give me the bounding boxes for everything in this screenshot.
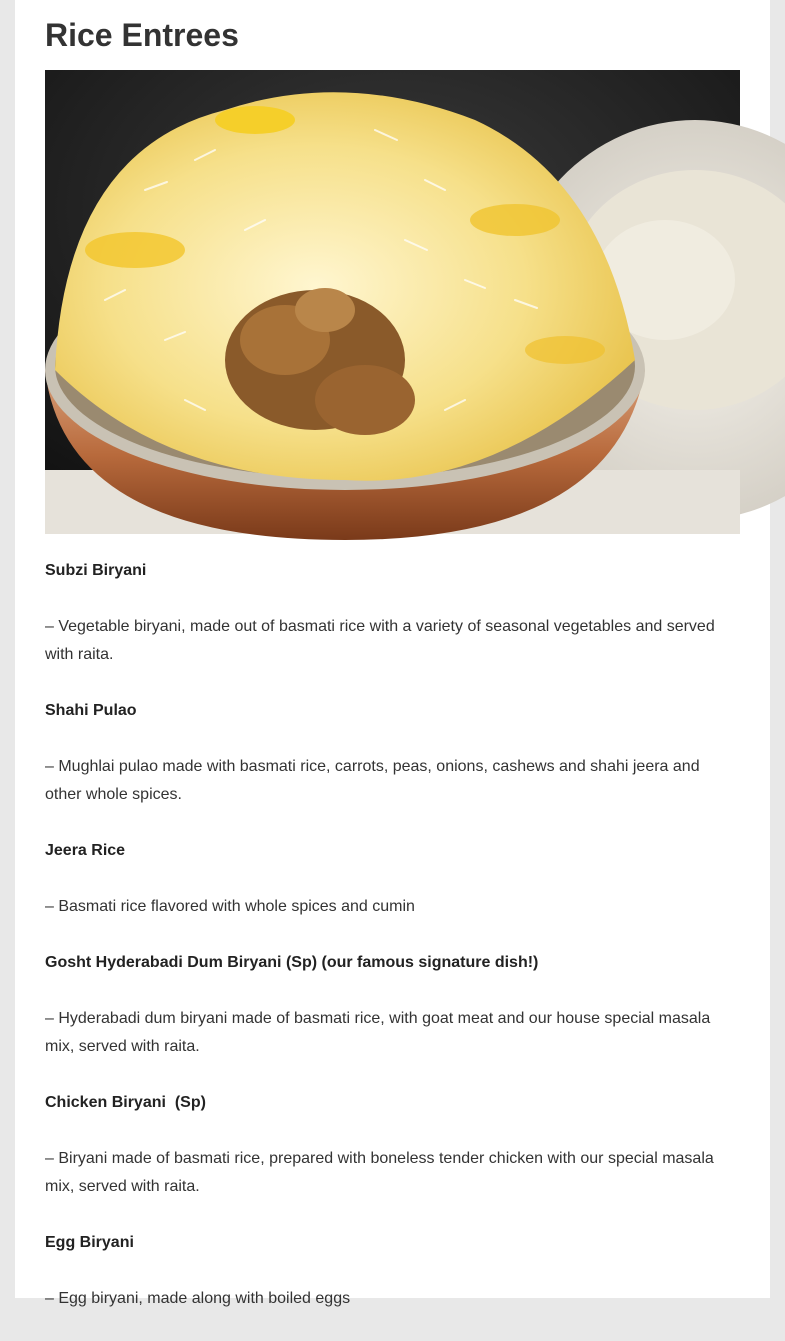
biryani-photo — [45, 70, 740, 534]
menu-item-description: – Hyderabadi dum biryani made of basmati rice, with goat meat and our house special masala mix, served with raita. — [45, 1010, 711, 1055]
menu-item-name: Shahi Pulao — [45, 702, 137, 719]
menu-item-description: – Biryani made of basmati rice, prepared with boneless tender chicken with our special masala mix, served with raita. — [45, 1150, 714, 1195]
menu-item-name: Egg Biryani — [45, 1234, 134, 1251]
menu-item — [45, 557, 735, 669]
menu-item-description: – Basmati rice flavored with whole spices and cumin — [45, 898, 415, 915]
menu-item — [45, 949, 735, 1061]
menu-item — [45, 697, 735, 809]
page-title: Rice Entrees — [45, 17, 239, 53]
menu-item-description: – Egg biryani, made along with boiled eggs — [45, 1290, 351, 1307]
menu-item-description: – Mughlai pulao made with basmati rice, carrots, peas, onions, cashews and shahi jeera and other whole spices. — [45, 758, 700, 803]
menu-item-name: Subzi Biryani — [45, 562, 147, 579]
menu-item — [45, 1229, 735, 1313]
menu-item — [45, 837, 735, 921]
menu-item-name: Chicken Biryani (Sp) — [45, 1094, 206, 1111]
menu-item-name: Jeera Rice — [45, 842, 126, 859]
content-card — [15, 0, 770, 1307]
menu-item — [45, 1089, 735, 1201]
menu-item-name: Gosht Hyderabadi Dum Biryani (Sp) (our famous signature dish!) — [45, 954, 539, 971]
menu-list — [45, 557, 735, 1341]
menu-item-description: – Vegetable biryani, made out of basmati rice with a variety of seasonal vegetables and served with raita. — [45, 618, 715, 663]
